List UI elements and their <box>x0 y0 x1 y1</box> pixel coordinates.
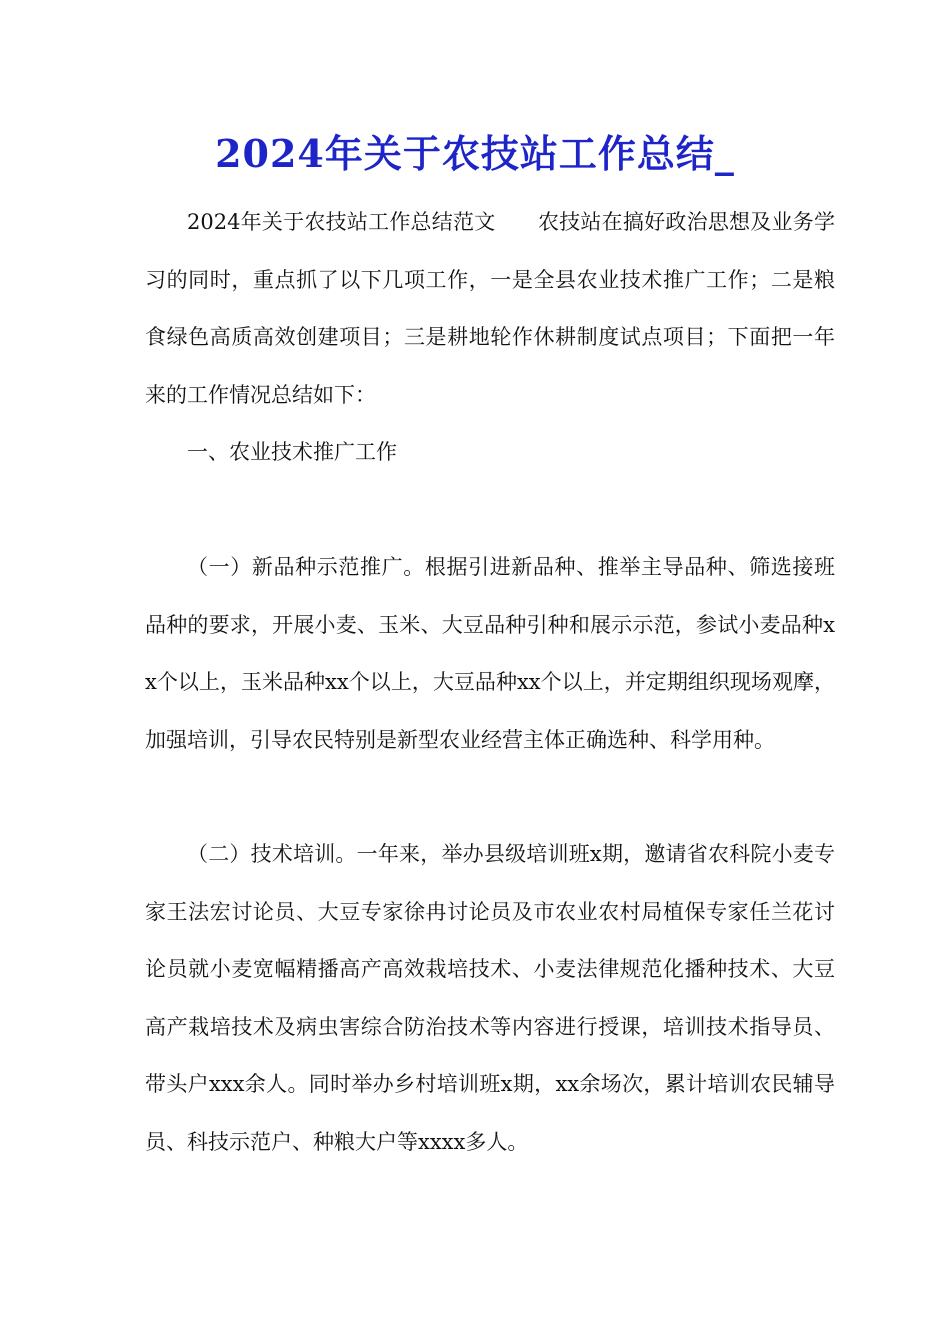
section-heading-block <box>145 424 835 482</box>
intro-block <box>145 194 835 424</box>
subsection-1-block <box>145 539 835 769</box>
section-heading: 一、农业技术推广工作 <box>187 440 397 464</box>
subsection-2-block <box>145 826 835 1171</box>
subsection-1-paragraph: （一）新品种示范推广。根据引进新品种、推举主导品种、筛选接班品种的要求，开展小麦、玉米、大豆品种引种和展示示范，参试小麦品种xx个以上，玉米品种xx个以上，大豆品种xx个以上，并定期组织现场观摩，加强培训，引导农民特别是新型农业经营主体正确选种、科学用种。 <box>145 555 835 752</box>
document-title: 2024年关于农技站工作总结_ <box>215 131 735 176</box>
subsection-2-paragraph: （二）技术培训。一年来，举办县级培训班x期，邀请省农科院小麦专家王法宏讨论员、大豆专家徐冉讨论员及市农业农村局植保专家任兰花讨论员就小麦宽幅精播高产高效栽培技术、小麦法律规范化播种技术、大豆高产栽培技术及病虫害综合防治技术等内容进行授课，培训技术指导员、带头户xxx余人。同时举办乡村培训班x期，xx余场次，累计培训农民辅导员、科技示范户、种粮大户等xxxx多人。 <box>145 842 835 1154</box>
intro-paragraph: 2024年关于农技站工作总结范文 农技站在搞好政治思想及业务学习的同时，重点抓了以下几项工作，一是全县农业技术推广工作；二是粮食绿色高质高效创建项目；三是耕地轮作休耕制度试点项目；下面把一年来的工作情况总结如下： <box>145 210 835 407</box>
